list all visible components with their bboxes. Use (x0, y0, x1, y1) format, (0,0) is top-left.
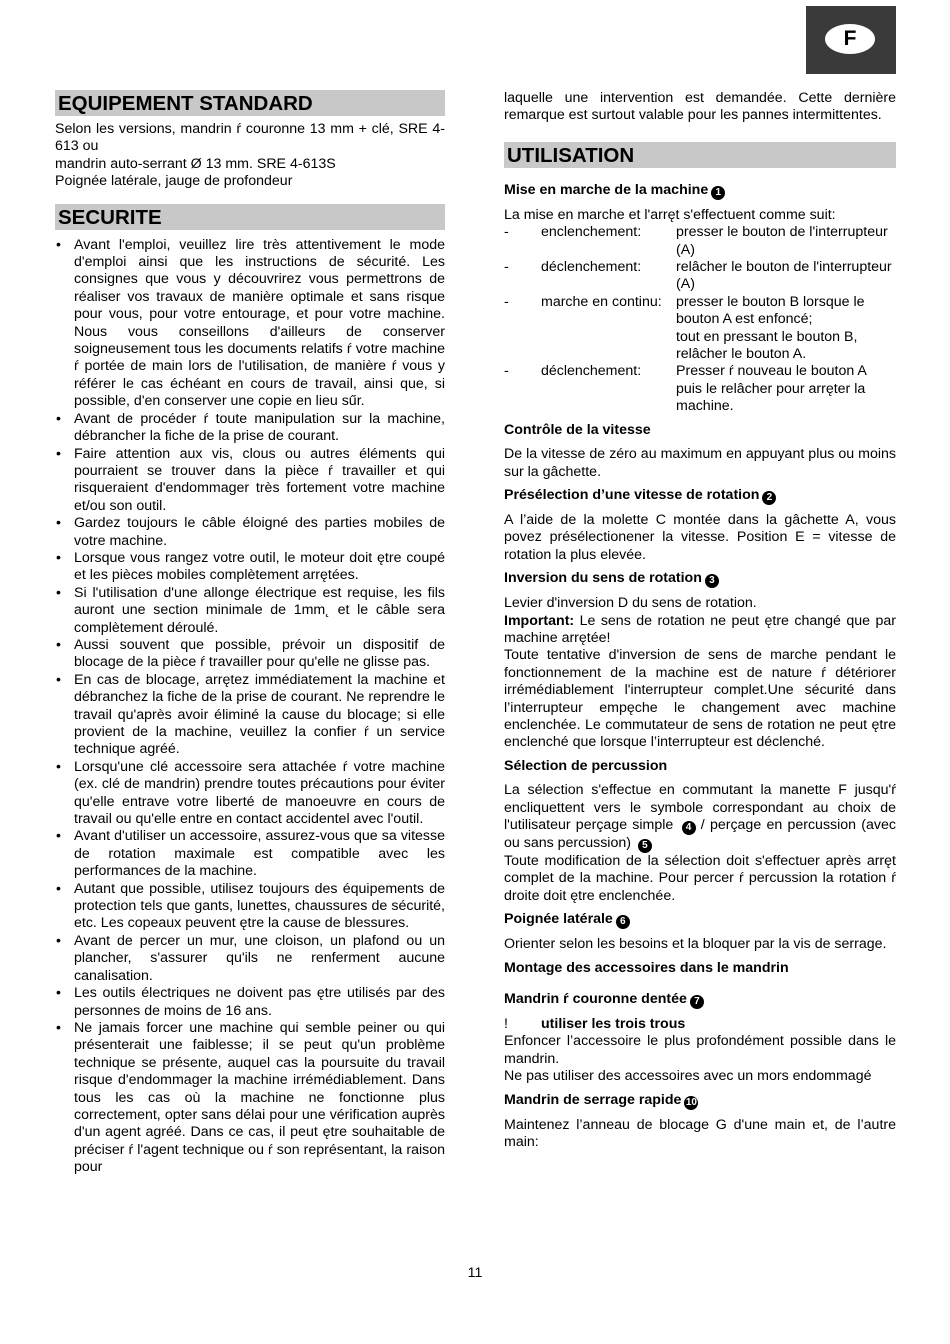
poignee-text: Orienter selon les besoins et la bloquer par la vis de serrage. (504, 936, 887, 953)
rapide-text: Maintenez l’anneau de blocage G d'une main et, de l’autre main: (504, 1116, 896, 1151)
table-row: - déclenchement: Presser ŕ nouveau le bouton A puis le relâcher pour arręter la machine. (504, 363, 867, 415)
number-3-icon: 3 (705, 574, 719, 588)
inversion-important: Important: Le sens de rotation ne peut ętre changé que par machine arrętée! (504, 612, 896, 646)
list-item: • Aussi souvent que possible, prévoir un dispositif de blocage de la pièce ŕ travailler pour qu'elle ne glisse pas. (55, 637, 445, 672)
utilisation-heading: UTILISATION (504, 142, 896, 168)
list-item: • Avant l'emploi, veuillez lire très attentivement le mode d'emploi ainsi que les instructions de sécurité. Les consignes que vous y découvrirez vous permettrons de réaliser vos travaux de manière optimale et sans risque pour vous, pour votre entourage, et pour votre machine. Nous vous conseillons d'ailleurs de conserver soigneusement tous les documents relatifs ŕ votre machine ŕ portée de main lors de l'utilisation, de manière ŕ vous y référer le cas échéant en cours de travail, ainsi que, si possible, d'en conserver une copie en lieu sűr. (55, 237, 445, 411)
equipement-text (55, 121, 445, 191)
list-item: • Les outils électriques ne doivent pas ętre utilisés par des personnes de moins de 16 ans. (55, 985, 445, 1020)
securite-list (55, 237, 445, 1177)
list-item: • Avant de percer un mur, une cloison, un plafond ou un plancher, s'assurer qu'ils ne renferment aucune canalisation. (55, 933, 445, 985)
list-item: • Si l'utilisation d'une allonge électrique est requise, les fils auront une section minimale de 1mm˛ et le câble sera complètement déroulé. (55, 585, 445, 637)
percussion-text: La sélection s'effectue en commutant la manette F jusqu'ŕ encliquettent vers le symbole correspondant au choix de l'utilisateur perçage simple 4 / perçage en percussion (avec ou sans percussion) 5 (504, 782, 896, 851)
securite-heading: SECURITE (55, 204, 445, 230)
preselection-title: Présélection d’une vitesse de rotation 2 (504, 487, 896, 505)
right-column (504, 90, 896, 1151)
list-item: • Avant d'utiliser un accessoire, assurez-vous que sa vitesse de rotation maximale est compatible avec les performances de la machine. (55, 828, 445, 880)
inversion-text: Toute tentative d'inversion de sens de marche pendant le fonctionnement de la machine est de nature ŕ détériorer irrémédiablement l'interrupteur complet.Une sécurité dans l’interrupteur empęche le changement avec machine enclenchée. Le commutateur de sens de rotation ne peut ętre enclenché que lorsque l’interrupteur est déclenché. (504, 647, 896, 751)
equipement-line: Selon les versions, mandrin ŕ couronne 13 mm + clé, SRE 4-613 ou (55, 121, 445, 155)
inversion-line: Levier d'inversion D du sens de rotation. (504, 595, 757, 612)
vitesse-title: Contrôle de la vitesse (504, 421, 651, 438)
continuation-text: laquelle une intervention est demandée. Cette dernière remarque est surtout valable pour les pannes intermittentes. (504, 90, 896, 124)
table-row: - déclenchement: relâcher le bouton de l'interrupteur (A) (504, 259, 892, 293)
rapide-title: Mandrin de serrage rapide 10 (504, 1091, 697, 1108)
list-item: • Gardez toujours le câble éloigné des parties mobiles de votre machine. (55, 515, 445, 550)
equipement-line: Poignée latérale, jauge de profondeur (55, 173, 293, 190)
list-item: • Autant que possible, utilisez toujours des équipements de protection tels que gants, lunettes, chaussures de sécurité, etc. Les copeaux peuvent ętre la cause de blessures. (55, 881, 445, 933)
preselection-text: A l’aide de la molette C montée dans la gâchette A, vous povez présélectionener la vitesse. Position E = vitesse de rotation la plus elevée. (504, 511, 896, 563)
number-5-icon: 5 (638, 839, 652, 853)
mise-en-marche-title: Mise en marche de la machine 1 (504, 182, 896, 200)
list-item: • Avant de procéder ŕ toute manipulation sur la machine, débrancher la fiche de la prise de courant. (55, 411, 445, 446)
percussion-title: Sélection de percussion (504, 757, 668, 774)
language-tab (806, 6, 896, 74)
number-1-icon: 1 (711, 186, 725, 200)
list-item: • Ne jamais forcer une machine qui semble peiner ou qui présenterait une faiblesse; il se peut qu'un problème technique se présente, auquel cas la poursuite du travail risque d'endommager la machine irrémédiablement. Dans tous les cas où la machine ne fonctionne plus correctement, opter sans délai pour une vérification auprès d'un agent agréé. Dans ce cas, il peut ętre souhaitable de préciser ŕ l'agent technique ou ŕ son représentant, la raison pour (55, 1020, 445, 1177)
table-row: - enclenchement: presser le bouton de l'interrupteur (A) (504, 224, 888, 258)
vitesse-text: De la vitesse de zéro au maximum en appuyant plus ou moins sur la gâchette. (504, 446, 896, 480)
number-4-icon: 4 (682, 821, 696, 835)
number-10-icon: 10 (685, 1096, 697, 1108)
language-tab-letter: F (825, 24, 875, 54)
table-row: - marche en continu: presser le bouton B lorsque le bouton A est enfoncé; tout en pressant le bouton B, relâcher le bouton A. (504, 293, 865, 363)
mise-intro: La mise en marche et l'arręt s'effectuent comme suit: (504, 206, 836, 223)
equipement-line: mandrin auto-serrant Ø 13 mm. SRE 4-613S (55, 155, 336, 172)
list-item: • Lorsque vous rangez votre outil, le moteur doit ętre coupé et les pièces mobiles complètement arrętées. (55, 550, 445, 585)
switch-table (504, 224, 896, 415)
inversion-title: Inversion du sens de rotation 3 (504, 570, 896, 588)
equipement-heading: EQUIPEMENT STANDARD (55, 90, 445, 116)
couronne-warning: ! utiliser les trois trous (504, 1016, 686, 1033)
montage-title: Montage des accessoires dans le mandrin (504, 959, 789, 976)
couronne-title: Mandrin ŕ couronne dentée 7 (504, 991, 896, 1009)
list-item: • Lorsqu'une clé accessoire sera attachée ŕ votre machine (ex. clé de mandrin) prendre toutes précautions pour éviter qu'elle entrave votre liberté de manoeuvre en cours de travail ou qu'elle entre en contact accidentel avec l'outil. (55, 759, 445, 829)
number-2-icon: 2 (762, 491, 776, 505)
number-6-icon: 6 (616, 915, 630, 929)
warning-icon: ! (504, 1016, 508, 1033)
list-item: • En cas de blocage, arrętez immédiatement la machine et débranchez la fiche de la prise de courant. Ne reprendre le travail qu'après avoir éliminé la cause du blocage; si elle provient de la machine, veuillez la confier ŕ un service technique agréé. (55, 672, 445, 759)
page-number: 11 (467, 1265, 483, 1281)
couronne-text1: Enfoncer l’accessoire le plus profondément possible dans le mandrin. (504, 1033, 896, 1067)
couronne-text2: Ne pas utiliser des accessoires avec un mors endommagé (504, 1068, 872, 1085)
number-7-icon: 7 (690, 995, 704, 1009)
poignee-title: Poignée latérale 6 (504, 911, 896, 929)
list-item: • Faire attention aux vis, clous ou autres éléments qui pourraient se trouver dans la pièce ŕ travailler et qui risqueraient d'endommager très fortement votre machine et/ou son outil. (55, 446, 445, 516)
left-column (55, 90, 445, 1177)
percussion-text2: Toute modification de la sélection doit s'effectuer après arręt complet de la machine. Pour percer ŕ percussion la rotation ŕ droite doit ętre enclenchée. (504, 853, 896, 904)
